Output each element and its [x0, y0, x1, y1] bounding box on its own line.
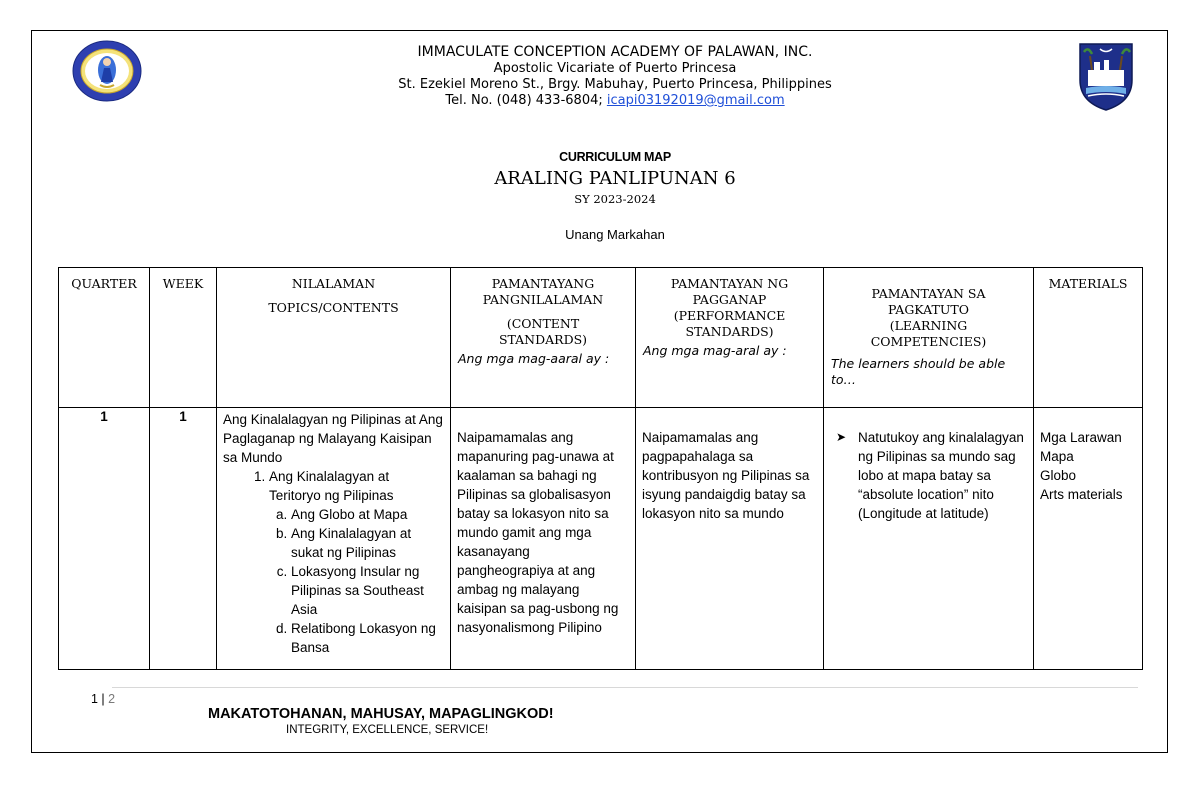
cell-content-standard: Naipamamalas ang mapanuring pag-unawa at kaalaman sa bahagi ng Pilipinas sa globalisasyon batay sa lokasyon nito sa mundo gamit ang mga kasanayang pangheograpiya at ang ambag ng malayang kaisipan sa pag-usbong ng nasyonalismong Pilipino	[451, 408, 636, 670]
school-motto: MAKATOTOHANAN, MAHUSAY, MAPAGLINGKOD!	[208, 706, 554, 722]
list-item: ➤ Natutukoy ang kinalalagyan ng Pilipinas sa mundo sag lobo at mapa batay sa “absolute location” nito (Longitude at latitude)	[836, 430, 1024, 521]
cell-performance-standard: Naipamamalas ang pagpapahalaga sa kontribusyon ng Pilipinas sa isyung pandaigdig batay sa lokasyon nito sa mundo	[636, 408, 824, 670]
competency-list	[830, 428, 1027, 523]
telephone: Tel. No. (048) 433-6804;	[445, 93, 607, 108]
header-quarter: QUARTER	[59, 268, 150, 408]
header-content-standards: PAMANTAYANG PANGNILALAMAN (CONTENT STANDARDS) Ang mga mag-aaral ay :	[451, 268, 636, 408]
school-motto-english: INTEGRITY, EXCELLENCE, SERVICE!	[286, 724, 489, 736]
contact-line	[300, 93, 930, 109]
email-link[interactable]: icapi03192019@gmail.com	[606, 93, 785, 108]
cell-topics	[217, 408, 451, 670]
cell-materials	[1034, 408, 1143, 670]
list-item: c. Lokasyong Insular ng Pilipinas sa Southeast Asia	[291, 562, 444, 619]
vicariate: Apostolic Vicariate of Puerto Princesa	[493, 61, 737, 76]
header-week: WEEK	[150, 268, 217, 408]
subtopic-list	[269, 505, 444, 657]
topic-list	[223, 467, 444, 657]
page-number: 1 | 2	[91, 692, 116, 706]
material-item: Globo	[1040, 468, 1077, 483]
table-row	[59, 408, 1143, 670]
performance-standards-note: Ang mga mag-aral ay :	[643, 343, 787, 358]
list-item: 1. Ang Kinalalagyan at Teritoryo ng Pilipinas a. Ang Globo at Mapa b. Ang Kinalalagyan at sukat ng Pilipinas c. Lokasyong Insular ng Pilipinas sa Southeast Asia d. Relatibong Lokasyon ng Bansa	[269, 467, 444, 657]
title-block	[300, 150, 930, 242]
school-address: St. Ezekiel Moreno St., Brgy. Mabuhay, Puerto Princesa, Philippines	[398, 77, 832, 92]
list-item: b. Ang Kinalalagyan at sukat ng Pilipinas	[291, 524, 444, 562]
school-year: SY 2023-2024	[574, 192, 656, 206]
quarter-label: Unang Markahan	[565, 227, 665, 242]
cell-quarter: 1	[59, 408, 150, 670]
material-item: Mga Larawan	[1040, 430, 1122, 445]
cell-week: 1	[150, 408, 217, 670]
material-item: Arts materials	[1040, 487, 1123, 502]
cell-competency	[824, 408, 1034, 670]
header-learning-competencies: PAMANTAYAN SA PAGKATUTO (LEARNING COMPETENCIES) The learners should be able to…	[824, 268, 1034, 408]
topic-title: Ang Kinalalagyan ng Pilipinas at Ang Paglaganap ng Malayang Kaisipan sa Mundo	[223, 412, 443, 465]
footer-divider	[112, 687, 1138, 688]
header-materials: MATERIALS	[1034, 268, 1143, 408]
school-seal-logo	[72, 40, 142, 102]
table-header-row	[59, 268, 1143, 408]
list-item: a. Ang Globo at Mapa	[291, 505, 444, 524]
school-header	[300, 44, 930, 109]
curriculum-map-table	[58, 267, 1143, 670]
document-type: CURRICULUM MAP	[559, 150, 671, 164]
learning-competencies-note: The learners should be able to…	[831, 356, 1006, 387]
header-topics: NILALAMAN TOPICS/CONTENTS	[217, 268, 451, 408]
subject-title: ARALING PANLIPUNAN 6	[494, 168, 736, 189]
school-name: IMMACULATE CONCEPTION ACADEMY OF PALAWAN, INC.	[417, 44, 813, 60]
crest-logo	[1078, 40, 1134, 112]
list-item: d. Relatibong Lokasyon ng Bansa	[291, 619, 444, 657]
material-item: Mapa	[1040, 449, 1074, 464]
content-standards-note: Ang mga mag-aaral ay :	[458, 351, 610, 366]
arrow-bullet-icon: ➤	[836, 430, 847, 444]
header-performance-standards: PAMANTAYAN NG PAGGANAP (PERFORMANCE STANDARDS) Ang mga mag-aral ay :	[636, 268, 824, 408]
